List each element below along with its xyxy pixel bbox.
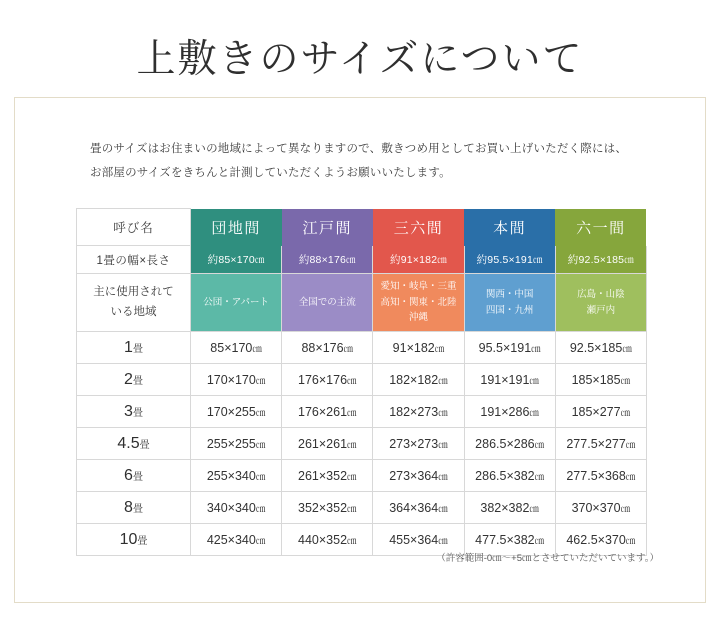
page-title: 上敷きのサイズについて <box>136 38 584 81</box>
header-region-0: 団地間 <box>191 209 282 246</box>
header-one-tatami-3: 約95.5×191㎝ <box>464 246 555 274</box>
cell-r5-c3: 382×382㎝ <box>464 492 555 524</box>
header-area-1: 全国での主流 <box>282 274 373 332</box>
cell-r6-c0: 425×340㎝ <box>191 524 282 556</box>
table-row <box>77 460 647 492</box>
intro-text <box>90 138 635 185</box>
table-row <box>77 332 647 364</box>
table-row <box>77 428 647 460</box>
cell-r5-c4: 370×370㎝ <box>555 492 646 524</box>
cell-r5-c2: 364×364㎝ <box>373 492 464 524</box>
cell-r4-c2: 273×364㎝ <box>373 460 464 492</box>
header-region-4: 六一間 <box>555 209 646 246</box>
table-header-names <box>77 209 647 246</box>
cell-r3-c0: 255×255㎝ <box>191 428 282 460</box>
cell-r2-c0: 170×255㎝ <box>191 396 282 428</box>
cell-r5-c1: 352×352㎝ <box>282 492 373 524</box>
header-area-0: 公団・アパート <box>191 274 282 332</box>
cell-r0-c4: 92.5×185㎝ <box>555 332 646 364</box>
row-label-3: 4.5畳 <box>77 428 191 460</box>
cell-r6-c1: 440×352㎝ <box>282 524 373 556</box>
header-label-one-tatami: 1畳の幅×長さ <box>77 246 191 274</box>
cell-r4-c4: 277.5×368㎝ <box>555 460 646 492</box>
table-row <box>77 492 647 524</box>
intro-line-1: 畳のサイズはお住まいの地域によって異なりますので、敷きつめ用としてお買い上げいただく際には、 <box>90 143 628 155</box>
cell-r4-c1: 261×352㎝ <box>282 460 373 492</box>
cell-r4-c0: 255×340㎝ <box>191 460 282 492</box>
content-panel <box>14 97 706 603</box>
cell-r2-c2: 182×273㎝ <box>373 396 464 428</box>
table-header-areas <box>77 274 647 332</box>
cell-r4-c3: 286.5×382㎝ <box>464 460 555 492</box>
row-label-5: 8畳 <box>77 492 191 524</box>
table-header-one-tatami <box>77 246 647 274</box>
intro-line-2: お部屋のサイズをきちんと計測していただくようお願いいたします。 <box>90 166 451 179</box>
cell-r1-c1: 176×176㎝ <box>282 364 373 396</box>
header-area-3: 関西・中国 四国・九州 <box>464 274 555 332</box>
header-region-3: 本間 <box>464 209 555 246</box>
cell-r2-c3: 191×286㎝ <box>464 396 555 428</box>
row-label-6: 10畳 <box>77 524 191 556</box>
tolerance-note: （許容範囲-0㎝～+5㎝とさせていただいています。） <box>436 553 659 564</box>
header-area-2: 愛知・岐阜・三重 高知・関東・北陸 沖縄 <box>373 274 464 332</box>
cell-r1-c4: 185×185㎝ <box>555 364 646 396</box>
cell-r2-c1: 176×261㎝ <box>282 396 373 428</box>
cell-r3-c4: 277.5×277㎝ <box>555 428 646 460</box>
header-label-name: 呼び名 <box>77 209 191 246</box>
header-region-1: 江戸間 <box>282 209 373 246</box>
cell-r0-c3: 95.5×191㎝ <box>464 332 555 364</box>
tatami-size-table <box>76 208 647 556</box>
cell-r0-c0: 85×170㎝ <box>191 332 282 364</box>
row-label-0: 1畳 <box>77 332 191 364</box>
cell-r1-c3: 191×191㎝ <box>464 364 555 396</box>
header-area-4: 広島・山陰 瀬戸内 <box>555 274 646 332</box>
cell-r6-c3: 477.5×382㎝ <box>464 524 555 556</box>
cell-r2-c4: 185×277㎝ <box>555 396 646 428</box>
row-label-4: 6畳 <box>77 460 191 492</box>
cell-r5-c0: 340×340㎝ <box>191 492 282 524</box>
table-row <box>77 364 647 396</box>
cell-r0-c2: 91×182㎝ <box>373 332 464 364</box>
header-one-tatami-0: 約85×170㎝ <box>191 246 282 274</box>
cell-r3-c1: 261×261㎝ <box>282 428 373 460</box>
table-row <box>77 396 647 428</box>
row-label-2: 3畳 <box>77 396 191 428</box>
cell-r6-c4: 462.5×370㎝ <box>555 524 646 556</box>
cell-r0-c1: 88×176㎝ <box>282 332 373 364</box>
cell-r1-c2: 182×182㎝ <box>373 364 464 396</box>
header-one-tatami-4: 約92.5×185㎝ <box>555 246 646 274</box>
header-one-tatami-2: 約91×182㎝ <box>373 246 464 274</box>
cell-r3-c3: 286.5×286㎝ <box>464 428 555 460</box>
cell-r6-c2: 455×364㎝ <box>373 524 464 556</box>
row-label-1: 2畳 <box>77 364 191 396</box>
header-label-area: 主に使用されて いる地域 <box>77 274 191 332</box>
cell-r3-c2: 273×273㎝ <box>373 428 464 460</box>
cell-r1-c0: 170×170㎝ <box>191 364 282 396</box>
header-one-tatami-1: 約88×176㎝ <box>282 246 373 274</box>
header-region-2: 三六間 <box>373 209 464 246</box>
